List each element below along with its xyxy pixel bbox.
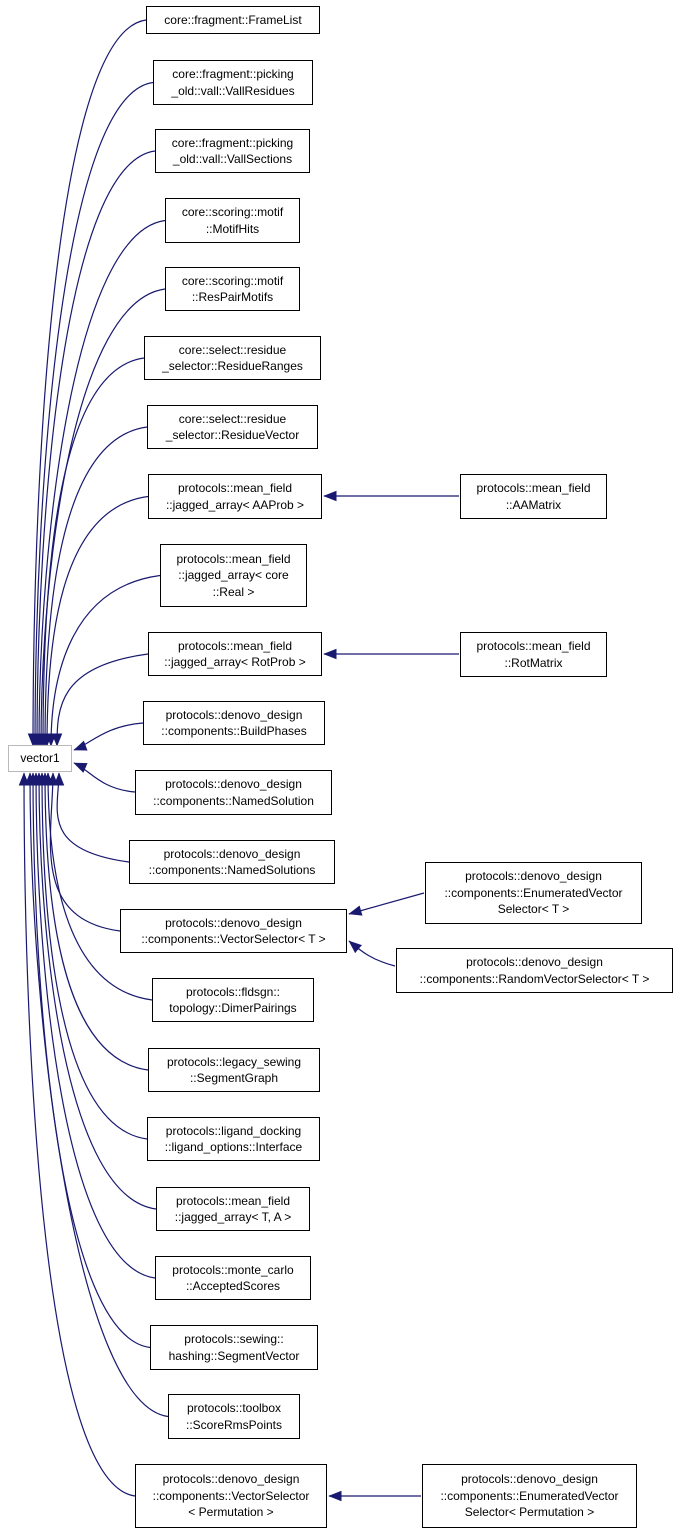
node-label-line: Selector< T > (497, 902, 570, 917)
node-named-solutions[interactable] (129, 840, 335, 884)
node-label-line: protocols::denovo_design (461, 1472, 598, 1487)
node-label-line: ::components::RandomVectorSelector< T > (419, 971, 650, 986)
node-vector1 (8, 745, 72, 772)
node-res-pair-motifs[interactable] (165, 267, 300, 311)
inheritance-edge (57, 654, 148, 746)
node-label-line: _selector::ResidueRanges (162, 359, 303, 373)
node-residue-vector[interactable] (147, 405, 318, 449)
node-rotmatrix[interactable] (460, 632, 607, 677)
node-vall-residues[interactable] (153, 60, 313, 105)
node-dimer-pairings[interactable] (152, 978, 314, 1022)
node-label-line: core::scoring::motif (181, 205, 284, 219)
node-label-line: _old::vall::VallResidues (171, 83, 295, 98)
node-label-line: protocols::mean_field (177, 481, 293, 495)
node-label-line: ::SegmentGraph (189, 1071, 279, 1085)
node-enumerated-vector-selector-t[interactable] (425, 862, 642, 924)
node-label-line: protocols::denovo_design (165, 915, 302, 930)
inheritance-edge (39, 221, 165, 747)
node-ligand-interface[interactable] (147, 1117, 320, 1161)
node-jagged-array-t-a[interactable] (156, 1187, 310, 1231)
node-label-line: core::fragment::FrameList (164, 12, 302, 27)
node-label-line: protocols::mean_field (176, 551, 291, 566)
node-label-line: hashing::SegmentVector (168, 1348, 300, 1363)
node-label-line: protocols::denovo_design (466, 955, 603, 969)
node-vector-selector-t[interactable] (120, 909, 347, 953)
inheritance-edge (39, 773, 156, 1209)
node-label-line: ::RotMatrix (504, 655, 563, 670)
node-label-line: protocols::denovo_design (163, 846, 301, 861)
node-label-line: ::components::EnumeratedVector (444, 885, 623, 900)
node-label-line: protocols::mean_field (476, 481, 591, 495)
node-label-line: ::AAMatrix (505, 497, 562, 512)
node-label-line: ::AcceptedScores (185, 1279, 281, 1293)
node-label-line: ::jagged_array< T, A > (174, 1210, 292, 1224)
node-aamatrix[interactable] (460, 474, 607, 519)
inheritance-edge (349, 941, 395, 966)
node-jagged-array-core-real[interactable] (160, 544, 307, 607)
node-label-line: core::select::residue (178, 342, 287, 357)
node-vector-selector-permutation[interactable] (135, 1464, 327, 1528)
node-label-line: core::scoring::motif (181, 273, 284, 288)
node-label-line: < Permutation > (188, 1505, 274, 1520)
node-named-solution[interactable] (135, 770, 332, 815)
node-label-line: ::components::NamedSolution (153, 793, 314, 808)
node-label-line: protocols::mean_field (175, 1193, 291, 1208)
inheritance-edge (45, 427, 147, 746)
inheritance-edge (33, 20, 146, 746)
node-label-line: protocols::sewing:: (184, 1332, 284, 1346)
node-label-line: _selector::ResidueVector (165, 428, 300, 442)
node-label-line: ::ligand_options::Interface (164, 1140, 303, 1154)
node-label-line: ::MotifHits (205, 221, 260, 236)
node-label-line: ::Real > (212, 584, 255, 599)
node-label-line: ::jagged_array< core (178, 568, 289, 583)
inheritance-edge (47, 497, 148, 747)
node-label-line: core::fragment::picking (171, 135, 294, 150)
node-label-line: protocols::denovo_design (165, 777, 302, 791)
node-segment-graph[interactable] (148, 1048, 320, 1092)
node-vall-sections[interactable] (155, 129, 310, 173)
inheritance-edge (57, 773, 129, 862)
node-label-line: ::components::EnumeratedVector (440, 1488, 619, 1503)
node-enumerated-vector-selector-permutation[interactable] (422, 1464, 637, 1528)
inheritance-edge (43, 358, 144, 746)
node-label-line: _old::vall::VallSections (172, 152, 293, 166)
node-segment-vector[interactable] (150, 1325, 318, 1370)
node-label-line: protocols::denovo_design (465, 869, 602, 884)
node-label-line: core::fragment::picking (172, 67, 294, 81)
node-label-line: protocols::denovo_design (162, 1472, 300, 1487)
node-label-line: ::jagged_array< AAProb > (165, 497, 305, 512)
node-label-line: vector1 (20, 751, 60, 766)
node-label-line: protocols::monte_carlo (172, 1262, 294, 1277)
node-accepted-scores[interactable] (155, 1256, 311, 1300)
node-label-line: protocols::toolbox (186, 1401, 282, 1415)
node-label-line: protocols::mean_field (177, 638, 293, 653)
node-label-line: protocols::denovo_design (165, 707, 303, 722)
node-label-line: Selector< Permutation > (464, 1505, 595, 1520)
inheritance-edge (24, 773, 135, 1496)
inheritance-edge (74, 763, 135, 792)
node-label-line: protocols::legacy_sewing (166, 1054, 302, 1069)
node-motif-hits[interactable] (165, 198, 300, 243)
node-label-line: ::components::VectorSelector< T > (141, 932, 326, 946)
inheritance-edge (37, 151, 155, 746)
node-label-line: ::components::VectorSelector (152, 1488, 310, 1503)
inheritance-edge (349, 893, 424, 914)
node-label-line: ::components::NamedSolutions (148, 863, 316, 877)
node-jagged-array-rotprob[interactable] (148, 632, 322, 676)
node-label-line: core::select::residue (178, 411, 287, 426)
inheritance-edge (74, 723, 143, 750)
node-label-line: protocols::fldsgn:: (185, 984, 281, 999)
node-label-line: ::ResPairMotifs (191, 290, 274, 304)
node-label-line: ::jagged_array< RotProb > (164, 655, 306, 669)
node-jagged-array-aaprob[interactable] (148, 474, 322, 519)
node-frame-list[interactable] (146, 6, 320, 34)
node-build-phases[interactable] (143, 701, 325, 745)
node-label-line: protocols::ligand_docking (165, 1123, 302, 1138)
inheritance-edge (50, 773, 120, 931)
inheritance-edge (42, 773, 147, 1139)
node-residue-ranges[interactable] (144, 336, 321, 380)
node-label-line: ::components::BuildPhases (161, 724, 307, 738)
node-label-line: topology::DimerPairings (169, 1001, 297, 1015)
node-random-vector-selector-t[interactable] (396, 948, 673, 993)
node-label-line: protocols::mean_field (476, 639, 591, 653)
node-label-line: ::ScoreRmsPoints (185, 1417, 283, 1432)
node-score-rms-points[interactable] (168, 1394, 300, 1439)
